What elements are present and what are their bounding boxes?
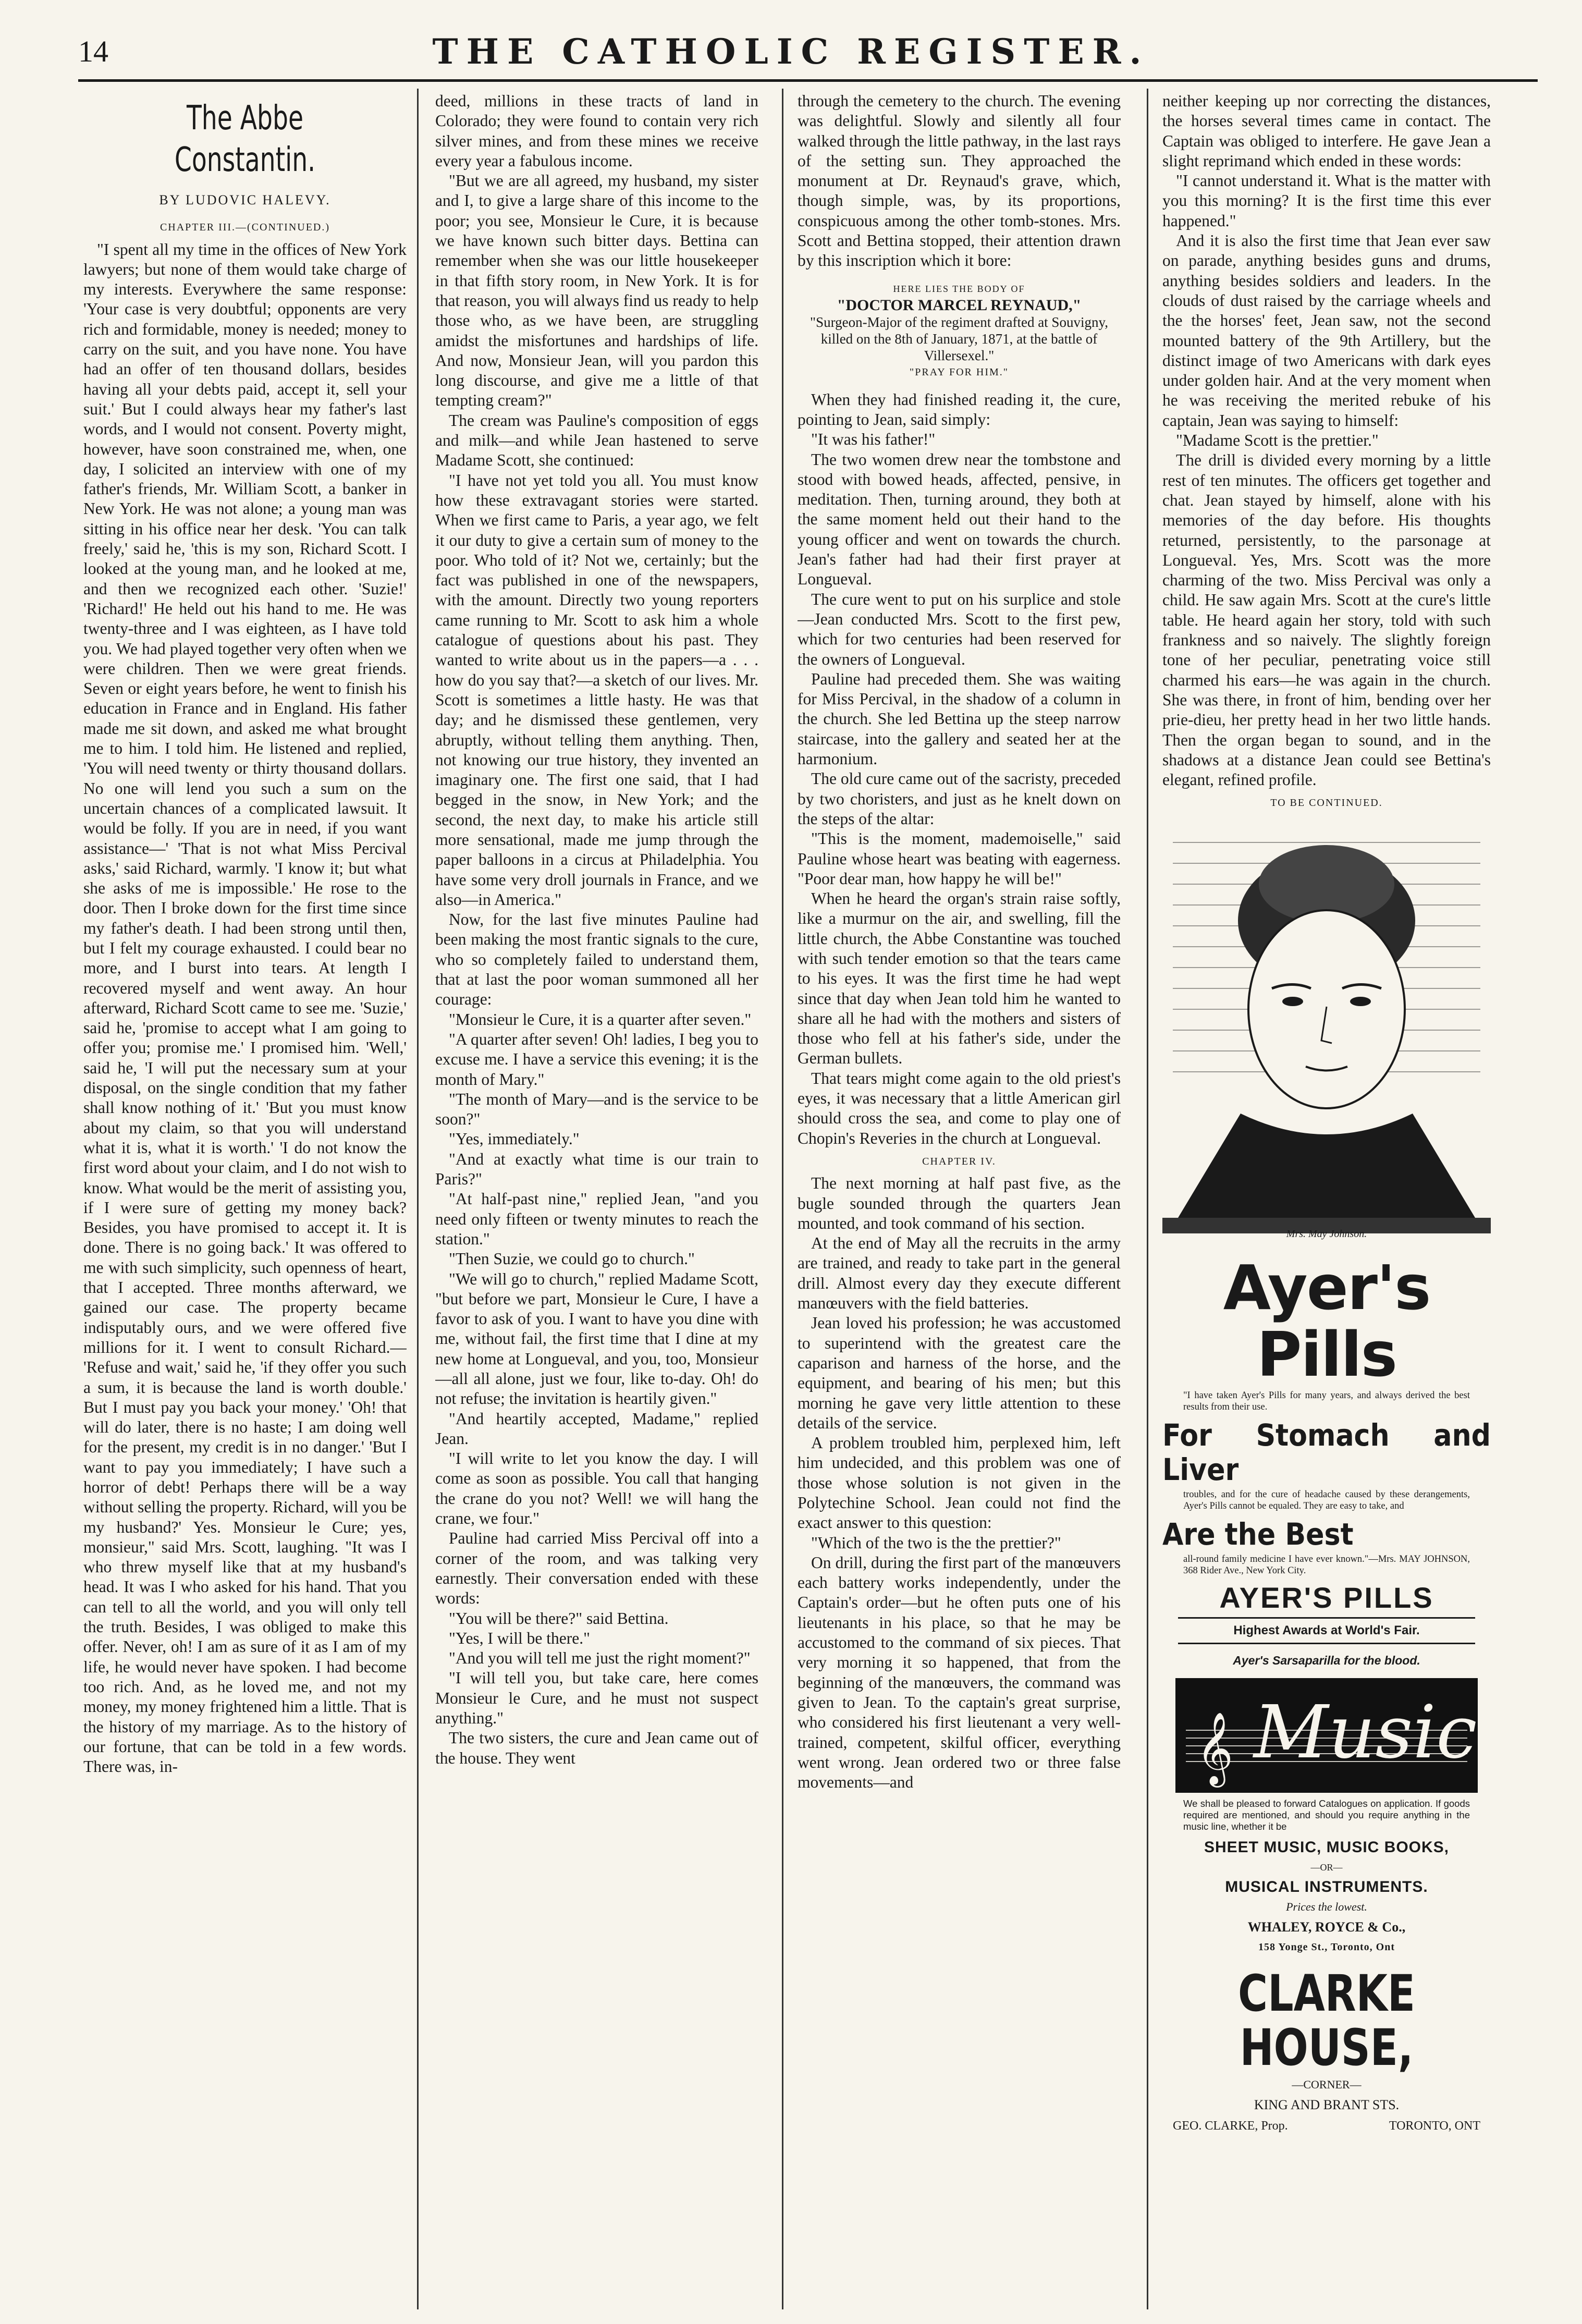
clarke-footer — [1173, 2116, 1480, 2136]
epitaph-line: "Surgeon-Major of the regiment drafted at Souvigny, killed on the 8th of January, 1871, at the battle of Villersexel." — [810, 314, 1108, 363]
chapter-label: CHAPTER IV. — [922, 1155, 996, 1167]
story-paragraph: "I spent all my time in the offices of New York lawyers; but none of them would take charge of my interests. Everywhere the same response: 'Your case is very doubtful; opponents are very rich and formidable, money is needed; money to carry on the suit, and you have none. You have had an offer of ten thousand dollars, besides having all your debts paid, accept it, sell your suit.' But I could always hear my father's last words, and I would not consent. Poverty might, however, have soon constrained me, when, one day, I solicited an interview with one of my father's friends, Mr. William Scott, a banker in New York. He was not alone; a young man was sitting in his office near her desk. 'You can talk freely,' said he, 'this is my son, Richard Scott. I looked at the young man, and he looked at me, and then we recognized each other. 'Suzie!' 'Richard!' He held out his hand to me. He was twenty-three and I was eighteen, as I have told you. We had played together very often when we were children. Then we were great friends. Seven or eight years before, he went to finish his education in France and in England. His father made me sit down, and asked me what brought me to him. I told him. He listened and replied, 'You will need twenty or thirty thousand dollars. No one will lend you such a sum on the uncertain chances of a complicated lawsuit. It would be folly. If you are in need, if you want assistance—' 'That is not what Miss Percival asks,' said Richard, warmly. 'I know it; but what she asks of me is impossible.' He rose to the door. Then I broke down for the first time since my father's death. I had been strong until then, but I felt my courage exhausted. I could bear no more, and I burst into tears. At length I recovered myself and went away. An hour afterward, Richard Scott came to see me. 'Suzie,' said he, 'promise to accept what I am going to offer you; promise me.' I promised him. 'Well,' said he, 'I will put the necessary sum at your disposal, on the single condition that my father shall know nothing of it.' 'But you must know about my claim, so that you will understand what it is, what it is worth.' 'I do not know the first word about your claim, and I do not wish to know. What would be the merit of assisting you, if I were sure of getting my money back? Besides, you have promised to accept it. It is done. There is no going back.' It was offered to me with such simplicity, such openness of heart, that I accepted. Three months afterward, we gained our case. The property became indisputably ours, and we were offered five millions for it. I went to consult Richard.— 'Refuse and wait,' said he, 'if they offer you such a sum, it is because the land is worth double.' But I must pay you back your money.' 'Oh! that will do later, there is no haste; I am doing well for the present, my credit is in no danger.' 'But I want to pay you immediately; I have such a horror of debt! Perhaps there will be a way without selling the property. Richard, will you be my husband?' Yes. Monsieur le Cure; yes, monsieur," said Mrs. Scott, laughing. "It was I who threw myself like that at my husband's head. It was I who asked for his hand. That you can tell to all the world, and you will only tell the truth. Besides, I was obliged to make this offer. Never, oh! I am as sure of it as I am of my life, he would never have spoken. I had become too rich. And, as he loved me, and not my money, my money frightened him a little. That is the history of my marriage. As to the history of our fortune, that can be told in a few words. There was, in- — [83, 240, 407, 1776]
story-paragraph: A problem troubled him, perplexed him, left him undecided, and this problem was one of those whose solution is not given in the Polytechine School. Jean could not find the exact answer to this question: — [798, 1434, 1121, 1532]
story-paragraph: At the end of May all the recruits in the army are trained, and ready to take part in the general drill. Almost every day they execute different manœuvers with the field batteries. — [798, 1234, 1121, 1313]
music-or: —OR— — [1310, 1862, 1343, 1873]
story-paragraph: "The month of Mary—and is the service to be soon?" — [435, 1090, 758, 1129]
ayer-subhead: For Stomach and Liver — [1162, 1417, 1491, 1487]
epitaph — [798, 280, 1121, 381]
byline: BY LUDOVIC HALEVY. — [159, 192, 331, 207]
masthead — [0, 0, 1582, 78]
story-paragraph: "This is the moment, mademoiselle," said Pauline whose heart was beating with eagerness. "Poor dear man, how happy he will be!" — [798, 829, 1121, 888]
column-divider — [1147, 89, 1148, 2309]
story-paragraph: When he heard the organ's strain raise softly, like a murmur on the air, and swelling, fill the little church, the Abbe Constantine was touched with such tender emotion so that the tears came to his eyes. It was the first time he had wept since that day when Jean told him he wanted to share all he had with the mothers and sisters of those who fell at his father's side, under the German bullets. — [798, 889, 1121, 1068]
music-address: 158 Yonge St., Toronto, Ont — [1258, 1941, 1395, 1953]
column-3 — [798, 91, 1121, 2307]
story-paragraph: "And at exactly what time is our train to Paris?" — [435, 1149, 758, 1189]
story-paragraph: And it is also the first time that Jean ever saw on parade, anything besides guns and drums, anything besides soldiers and leaders. In the clouds of dust raised by the carriage wheels and the the horses' feet, Jean saw, not the second mounted battery of the 9th Artillery, but the distinct image of two Americans with dark eyes under golden hair. And at the very moment when he was receiving the merited rebuke of his captain, Jean was saying to himself: — [1162, 231, 1491, 430]
clarke-corner: —CORNER— — [1292, 2078, 1362, 2091]
clarke-house-name: CLARKE HOUSE, — [1238, 1964, 1415, 2077]
story-paragraph: The two women drew near the tombstone and stood with bowed heads, affected, pensive, in meditation. Then, turning around, they both at the same moment held out their hand to the young officer and went on towards the church. Jean's father had had their first prayer at Longueval. — [798, 450, 1121, 589]
story-paragraph: The next morning at half past five, as the bugle sounded through the quarters Jean mounted, and took command of his section. — [798, 1174, 1121, 1232]
story-paragraph: "We will go to church," replied Madame Scott, "but before we part, Monsieur le Cure, I have a favor to ask of you. I want to have you dine with me, without fail, the first time that I dine at my new home at Longueval, and you, too, Monsieur—all all alone, just we four, like to-day. Oh! do not refuse; the invitation is heartily given." — [435, 1269, 758, 1408]
story-paragraph: "Which of the two is the the prettier?" — [811, 1533, 1061, 1552]
story-paragraph: through the cemetery to the church. The evening was delightful. Slowly and silently all four walked through the little pathway, in the last rays of the setting sun. They approached the monument at Dr. Reynaud's grave, which, though simple, was, by its proportions, conspicuous among the other tomb-stones. Mrs. Scott and Bettina stopped, their attention drawn by this inscription which it bore: — [798, 92, 1121, 270]
column-divider — [782, 89, 783, 2309]
ayer-testimonial: "I have taken Ayer's Pills for many years, and always derived the best results from their use. — [1183, 1390, 1470, 1412]
clarke-prop: GEO. CLARKE, Prop. — [1173, 2119, 1288, 2133]
ayer-headline: Ayer's Pills — [1223, 1251, 1430, 1390]
ayer-awards: Highest Awards at World's Fair. — [1178, 1617, 1475, 1644]
story-paragraph: "I will write to let you know the day. I will come as soon as possible. You call that hanging the crane do you not? Well! we will hang the crane, we four." — [435, 1449, 758, 1528]
story-paragraph: The cure went to put on his surplice and stole—Jean conducted Mrs. Scott to the first pew, which for two centuries had been reserved for the owners of Longueval. — [798, 590, 1121, 668]
story-paragraph: "I cannot understand it. What is the matter with you this morning? It is the first time this ever happened." — [1162, 172, 1491, 230]
story-paragraph: When they had finished reading it, the cure, pointing to Jean, said simply: — [798, 390, 1121, 429]
story-paragraph: "Monsieur le Cure, it is a quarter after seven." — [449, 1010, 752, 1029]
story-paragraph: "You will be there?" said Bettina. — [449, 1609, 669, 1628]
story-paragraph: neither keeping up nor correcting the distances, the horses several times came in contact. The Captain was obliged to interfere. He gave Jean a slight reprimand which ended in these words: — [1162, 92, 1491, 170]
epitaph-name: "DOCTOR MARCEL REYNAUD," — [837, 296, 1082, 314]
story-paragraph: "It was his father!" — [811, 430, 936, 449]
portrait-caption: Mrs. May Johnson. — [1286, 1228, 1367, 1240]
portrait-illustration — [1162, 822, 1486, 1239]
story-paragraph: "And you will tell me just the right moment?" — [449, 1649, 751, 1668]
epitaph-line: "PRAY FOR HIM." — [910, 366, 1009, 378]
music-body: We shall be pleased to forward Catalogues on application. If goods required are mentioned, and should you require anything in the music line, whether it be — [1183, 1797, 1470, 1832]
music-line: SHEET MUSIC, MUSIC BOOKS, — [1204, 1838, 1450, 1856]
story-paragraph: "I have not yet told you all. You must know how these extravagant stories were started. When we first came to Paris, a year ago, we felt it our duty to give a certain sum of money to the poor. Who told of it? Not we, certainly; but the fact was published in one of the newspapers, with the amount. Directly two young reporters came running to Mr. Scott to ask him a whole catalogue of questions about his past. They wanted to write about us in the papers—a . . . how do you say that?—a sketch of our lives. Mr. Scott is sometimes a little hasty. He was that day; and he dismissed these gentlemen, very abruptly, without telling them anything. Then, not knowing our true history, they invented an imaginary one. The first one said, that I had begged in the snow, in New York; and the second, the next day, to make his article still more sensational, made me jump through the paper balloons in a circus at Philadelphia. You have some very droll journals in France, and we also—in America." — [435, 471, 758, 909]
clarke-city: TORONTO, ONT — [1389, 2119, 1480, 2133]
story-paragraph: Pauline had carried Miss Percival off into a corner of the room, and was talking very earnestly. Their conversation ended with these words: — [435, 1529, 758, 1608]
treble-clef-icon: 𝄞 — [1196, 1711, 1233, 1784]
story-paragraph: The drill is divided every morning by a little rest of ten minutes. The officers get together and chat. Jean stayed by himself, alone with his memories of the day before. His thoughts returned, persistently, to the parsonage at Longueval. Yes, Mrs. Scott was the more charming of the two. Miss Percival was only a child. He saw again Mrs. Scott at the cure's little table. He heard again her story, told with such frankness and so naively. The slightly foreign tone of her peculiar, penetrating voice still charmed his ears—he was again in the church. She was there, in front of him, bending over her prie-dieu, her pretty head in her two little hands. Then the organ began to sound, and in the shadows at a distance Jean could see Bettina's elegant, refined profile. — [1162, 451, 1491, 789]
column-4 — [1162, 91, 1491, 2307]
story-paragraph: Pauline had preceded them. She was waiting for Miss Percival, in the shadow of a column in the church. She led Bettina up the steep narrow staircase, into the gallery and seated her at the harmonium. — [798, 669, 1121, 768]
ayer-brand: AYER'S PILLS — [1219, 1581, 1434, 1614]
story-paragraph: "Yes, I will be there." — [449, 1629, 590, 1647]
story-paragraph: That tears might come again to the old priest's eyes, it was necessary that a little American girl should cross the sea, and come to play one of Chopin's Reveries in the church at Longueval. — [798, 1069, 1121, 1147]
story-paragraph: The old cure came out of the sacristy, preceded by two choristers, and just as he knelt down on the steps of the altar: — [798, 769, 1121, 828]
ayer-body: all-round family medicine I have ever known."—Mrs. MAY JOHNSON, 368 Rider Ave., New York City. — [1183, 1554, 1470, 1576]
music-firm: WHALEY, ROYCE & Co., — [1247, 1919, 1406, 1935]
story-paragraph: "Madame Scott is the prettier." — [1176, 431, 1379, 450]
story-paragraph: "Then Suzie, we could go to church." — [449, 1250, 695, 1268]
music-line: MUSICAL INSTRUMENTS. — [1225, 1878, 1428, 1896]
story-paragraph: "I will tell you, but take care, here comes Monsieur le Cure, and he must not suspect anything." — [435, 1669, 758, 1728]
ayer-body: troubles, and for the cure of headache caused by these derangements, Ayer's Pills cannot be equaled. They are easy to take, and — [1183, 1489, 1470, 1511]
story-title: The Abbe Constantin. — [174, 99, 316, 179]
ayer-subhead: Are the Best — [1162, 1516, 1354, 1552]
ayer-sarsaparilla: Ayer's Sarsaparilla for the blood. — [1233, 1654, 1420, 1668]
column-2 — [435, 91, 758, 2307]
column-1 — [83, 91, 407, 2307]
story-paragraph: On drill, during the first part of the manœuvers each battery works independently, under the Captain's order—but he often puts one of his lieutenants in his place, so that he may be accustomed to the command of six pieces. That very morning it so happened, that from the beginning of the manœuvers, the command was given to Jean. To the captain's great surprise, who considered his first lieutenant a very well-trained, competent, skilful officer, everything went wrong. Jean ordered two or three false movements—and — [798, 1553, 1121, 1792]
column-divider — [417, 89, 419, 2309]
clarke-streets: KING AND BRANT STS. — [1254, 2097, 1400, 2112]
music-prices: Prices the lowest. — [1286, 1900, 1367, 1914]
page-number: 14 — [78, 34, 108, 68]
music-banner-text: Music — [1254, 1690, 1477, 1775]
story-paragraph: "Yes, immediately." — [449, 1130, 580, 1148]
story-paragraph: The two sisters, the cure and Jean came out of the house. They went — [435, 1729, 758, 1767]
newspaper-title: THE CATHOLIC REGISTER. — [432, 31, 1150, 72]
story-paragraph: "But we are all agreed, my husband, my sister and I, to give a large share of this income to the poor; you see, Monsieur le Cure, it is because we have known such bitter days. Bettina can remember when she was our little housekeeper in that fifth story room, in New York. It is for that reason, you will always find us ready to help those who, as we have been, are struggling amidst the misfortunes and hardships of life. And now, Monsieur Jean, will you pardon this long discourse, and give me a little of that tempting cream?" — [435, 172, 758, 410]
header-rule — [78, 79, 1538, 82]
music-banner — [1175, 1678, 1478, 1793]
story-paragraph: The cream was Pauline's composition of eggs and milk—and while Jean hastened to serve Madame Scott, she continued: — [435, 411, 758, 470]
story-paragraph: Now, for the last five minutes Pauline had been making the most frantic signals to the cure, who so completely failed to understand them, that at last the poor woman summoned all her courage: — [435, 910, 758, 1009]
story-paragraph: deed, millions in these tracts of land in Colorado; they were found to contain very rich silver mines, and from these mines we receive every year a fabulous income. — [435, 92, 758, 170]
epitaph-line: HERE LIES THE BODY OF — [893, 283, 1025, 294]
story-paragraph: "A quarter after seven! Oh! ladies, I beg you to excuse me. I have a service this evening; it is the month of Mary." — [435, 1030, 758, 1088]
story-paragraph: "And heartily accepted, Madame," replied Jean. — [435, 1409, 758, 1448]
to-be-continued: TO BE CONTINUED. — [1270, 797, 1383, 809]
story-paragraph: Jean loved his profession; he was accustomed to superintend with the greatest care the caparison and harness of the horse, and the equipment, and bearing of his men; but this morning he gave very little attention to these details of the service. — [798, 1314, 1121, 1432]
story-paragraph: "At half-past nine," replied Jean, "and you need only fifteen or twenty minutes to reach the station." — [435, 1190, 758, 1248]
chapter-label: CHAPTER III.—(CONTINUED.) — [160, 222, 330, 234]
